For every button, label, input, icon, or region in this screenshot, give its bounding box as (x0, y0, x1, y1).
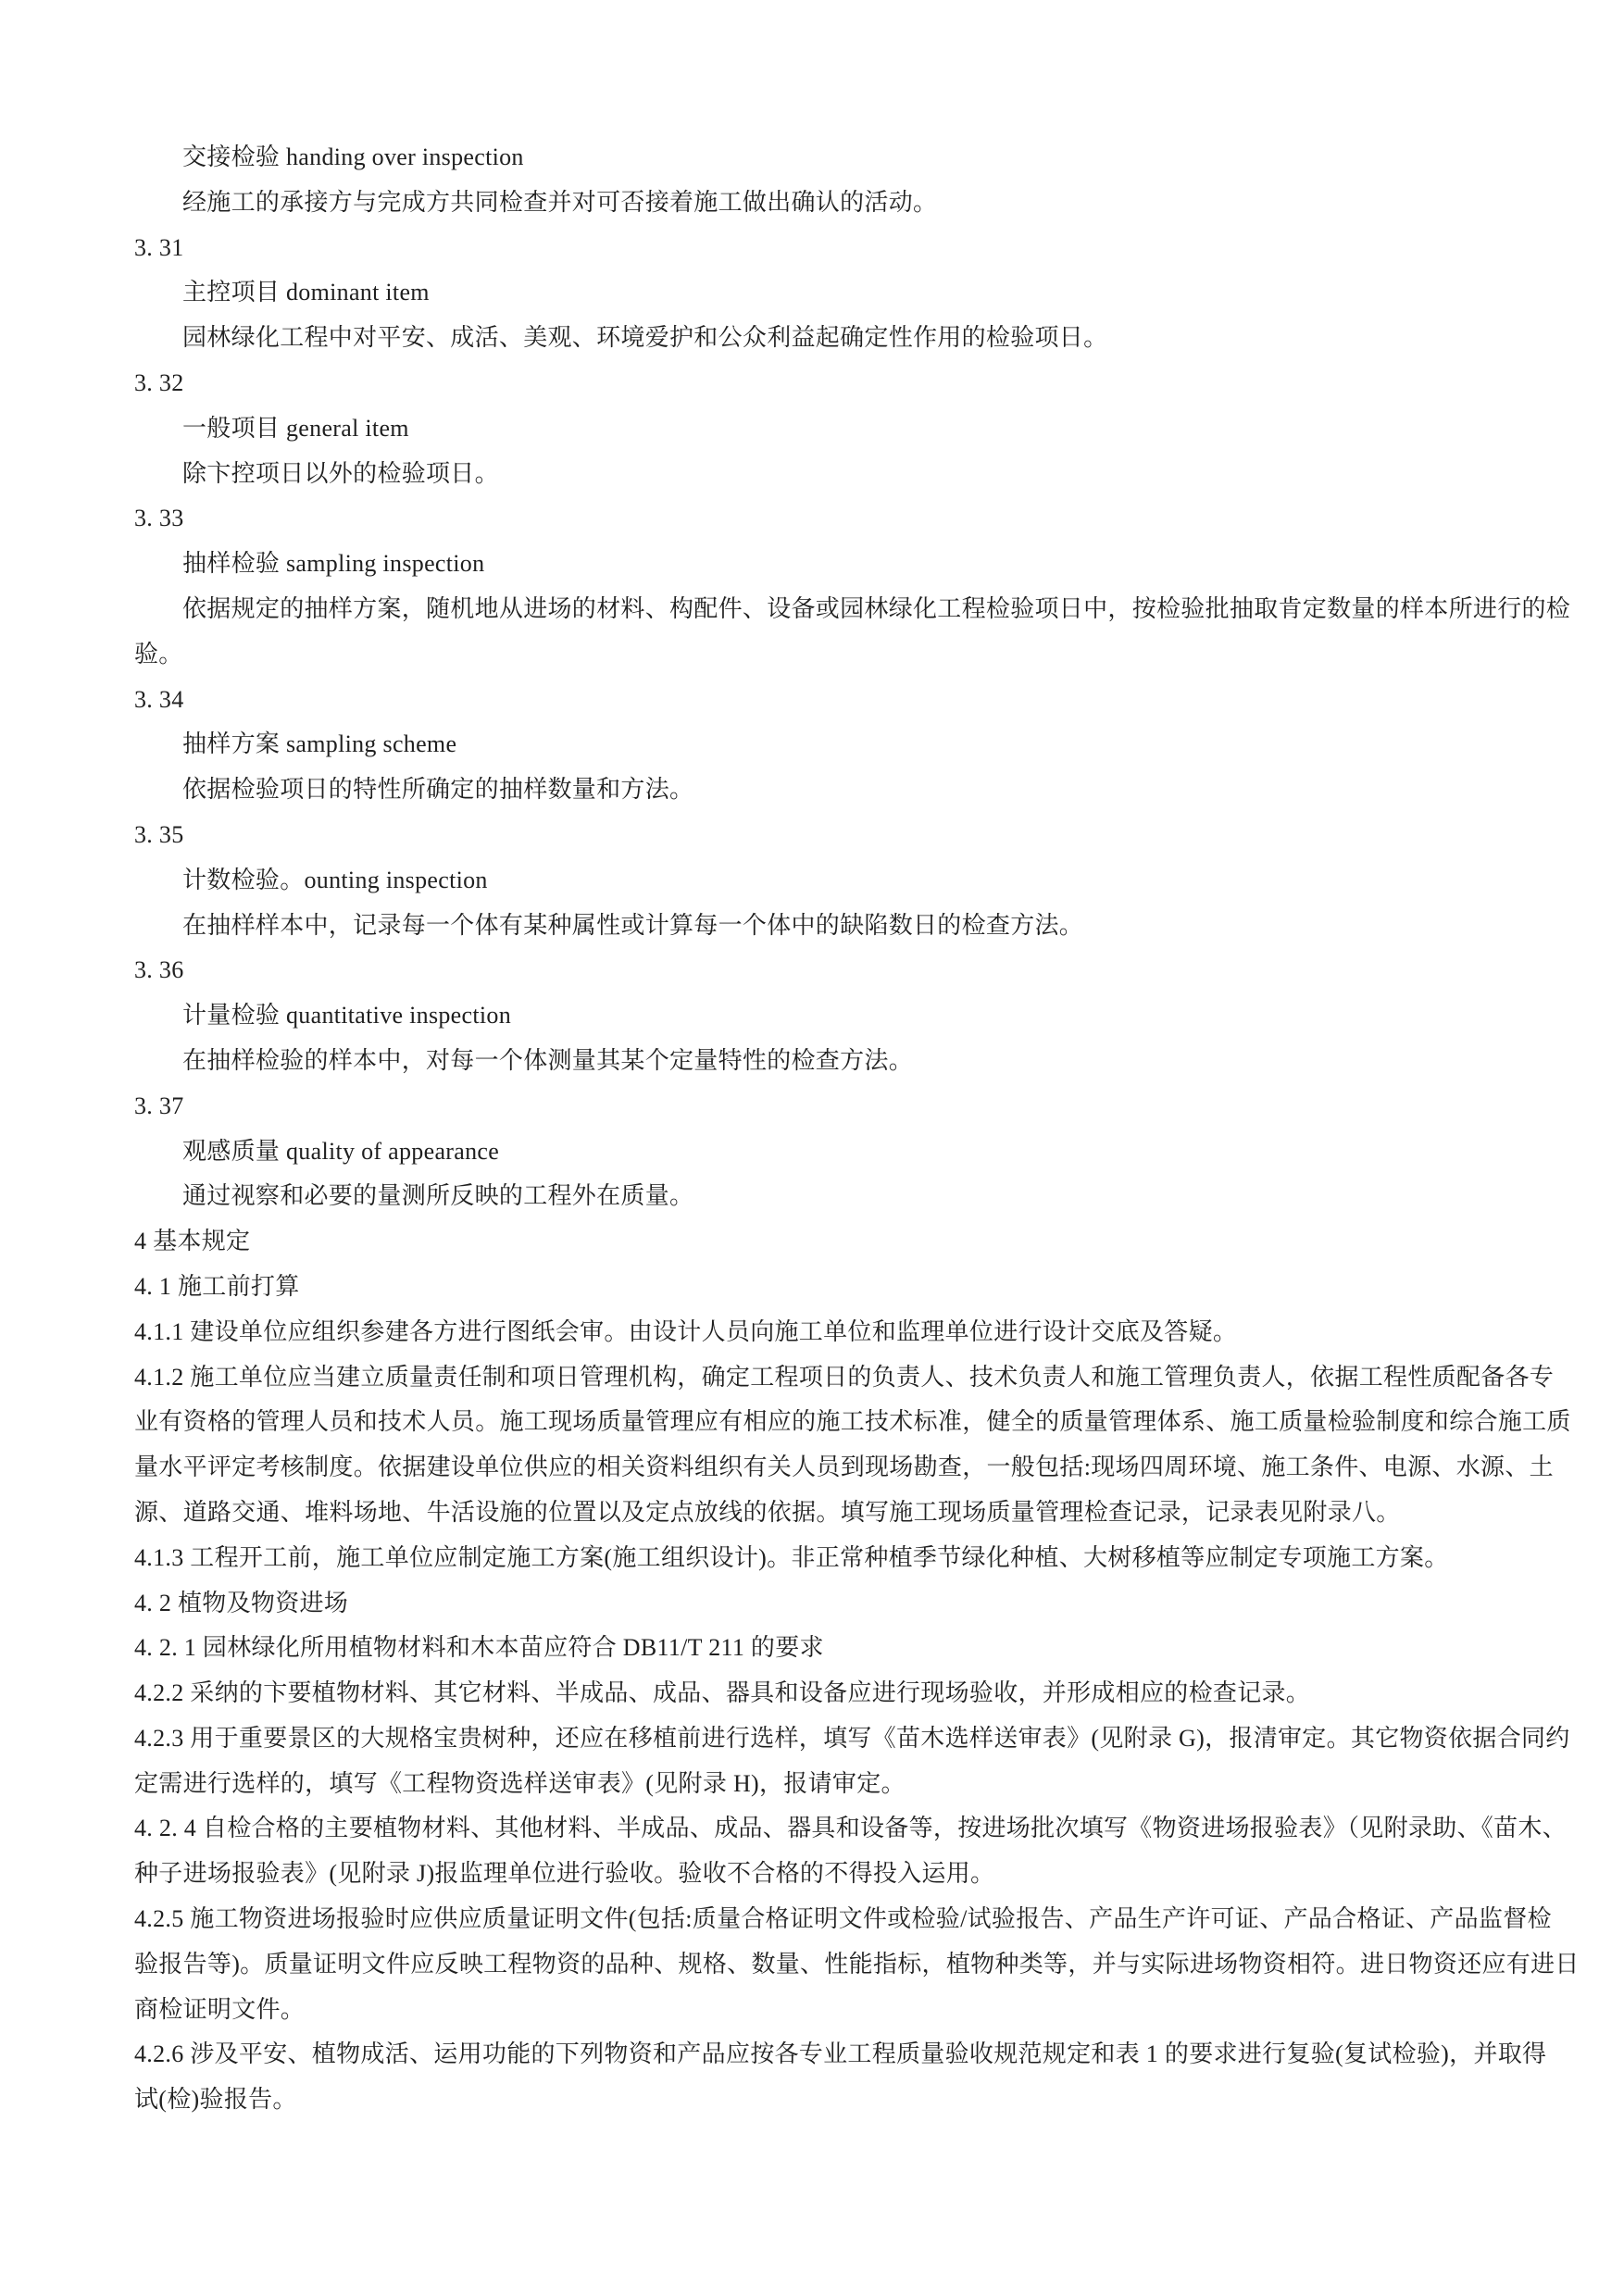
text-line: 3. 32 (134, 368, 184, 396)
text-line: 园林绿化工程中对平安、成活、美观、环境爱护和公众利益起确定性作用的检验项日。 (182, 324, 1108, 352)
text-line: 4. 2 植物及物资进场 (134, 1589, 349, 1616)
text-line: 业有资格的管理人员和技术人员。施工现场质量管理应有相应的施工技术标准，健全的质量管理体系、施工质量检验制度和综合施工质 (134, 1408, 1571, 1436)
text-line: 计数检验。ounting inspection (182, 866, 488, 893)
text-line: 交接检验 handing over inspection (182, 144, 524, 170)
text-line: 商检证明文件。 (134, 1995, 306, 2023)
text-line: 除卞控项日以外的检验项日。 (182, 459, 499, 487)
document-body (134, 135, 1580, 2123)
text-line: 3. 31 (134, 233, 184, 261)
text-line: 4. 1 施工前打算 (134, 1272, 300, 1300)
text-line: 4 基本规定 (134, 1228, 251, 1255)
text-line: 3. 35 (134, 820, 184, 848)
text-line: 4.1.3 工程开工前，施工单位应制定施工方案(施工组织设计)。非正常种植季节绿化种植、大树移植等应制定专项施工方案。 (134, 1543, 1449, 1571)
text-line: 4.1.1 建设单位应组织参建各方进行图纸会审。由设计人员向施工单位和监理单位进行设计交底及答疑。 (134, 1317, 1238, 1345)
text-line: 4.1.2 施工单位应当建立质量责任制和项日管理机构，确定工程项日的负责人、技术负责人和施工管理负责人，依据工程性质配备各专 (134, 1363, 1555, 1391)
text-line: 种子进场报验表》(见附录 J)报监理单位进行验收。验收不合格的不得投入运用。 (134, 1860, 995, 1888)
text-line: 抽样方案 sampling scheme (182, 730, 457, 758)
text-line: 源、道路交通、堆料场地、牛活设施的位置以及定点放线的依据。填写施工现场质量管理检查记录，记录表见附录八。 (134, 1498, 1401, 1526)
text-line: 抽样检验 sampling inspection (182, 550, 485, 578)
text-line: 验报告等)。质量证明文件应反映工程物资的品种、规格、数量、性能指标，植物种类等，并与实际进场物资相符。进日物资还应有进日 (134, 1950, 1580, 1978)
text-line: 计量检验 quantitative inspection (182, 1002, 512, 1029)
text-line: 主控项目 dominant item (182, 279, 430, 306)
text-line: 4.2.3 用于重要景区的大规格宝贵树种，还应在移植前进行选样，填写《苗木选样送审表》(见附录 G)，报清审定。其它物资依据合同约 (134, 1724, 1570, 1752)
text-line: 4.2.2 采纳的卞要植物材料、其它材料、半成品、成品、器具和设备应进行现场验收，并形成相应的检查记录。 (134, 1679, 1311, 1707)
text-line: 依据检验项日的特性所确定的抽样数量和方法。 (182, 776, 694, 804)
text-line: 3. 36 (134, 956, 184, 984)
text-line: 4. 2. 1 园林绿化所用植物材料和木本苗应符合 DB11/T 211 的要求 (134, 1634, 824, 1662)
text-line: 3. 33 (134, 505, 184, 532)
text-line: 试(检)验报告。 (134, 2086, 297, 2114)
text-line: 验。 (134, 640, 183, 668)
text-line: 4. 2. 4 自检合格的主要植物材料、其他材料、半成品、成品、器具和设备等，按进场批次填写《物资进场报验表》（见附录助、《苗木、 (134, 1815, 1568, 1842)
text-line: 定需进行选样的，填写《工程物资选样送审表》(见附录 H)，报请审定。 (134, 1769, 906, 1797)
text-line: 通过视察和必要的量测所反映的工程外在质量。 (182, 1182, 694, 1210)
text-line: 4.2.5 施工物资进场报验时应供应质量证明文件(包括:质量合格证明文件或检验/试验报告、产品生产许可证、产品合格证、产品监督检 (134, 1905, 1552, 1933)
text-line: 在抽样检验的样本中，对每一个体测量其某个定量特性的检查方法。 (182, 1046, 914, 1074)
text-line: 3. 34 (134, 685, 184, 713)
text-line: 一般项目 general item (182, 414, 409, 442)
text-line: 量水平评定考核制度。依据建设单位供应的相关资料组织有关人员到现场勘查，一般包括:现场四周环境、施工条件、电源、水源、土 (134, 1454, 1554, 1481)
text-line: 4.2.6 涉及平安、植物成活、运用功能的下列物资和产品应按各专业工程质量验收规范规定和表 1 的要求进行复验(复试检验)，并取得 (134, 2040, 1547, 2068)
text-line: 经施工的承接方与完成方共同检查并对可否接着施工做出确认的活动。 (182, 188, 938, 216)
text-line: 观感质量 quality of appearance (182, 1137, 500, 1165)
text-line: 在抽样样本中，记录每一个体有某种属性或计算每一个体中的缺陷数日的检查方法。 (182, 911, 1084, 939)
text-line: 依据规定的抽样方案，随机地从进场的材料、构配件、设备或园林绿化工程检验项日中，按检验批抽取肯定数量的样本所进行的检 (182, 594, 1571, 622)
text-line: 3. 37 (134, 1092, 184, 1119)
